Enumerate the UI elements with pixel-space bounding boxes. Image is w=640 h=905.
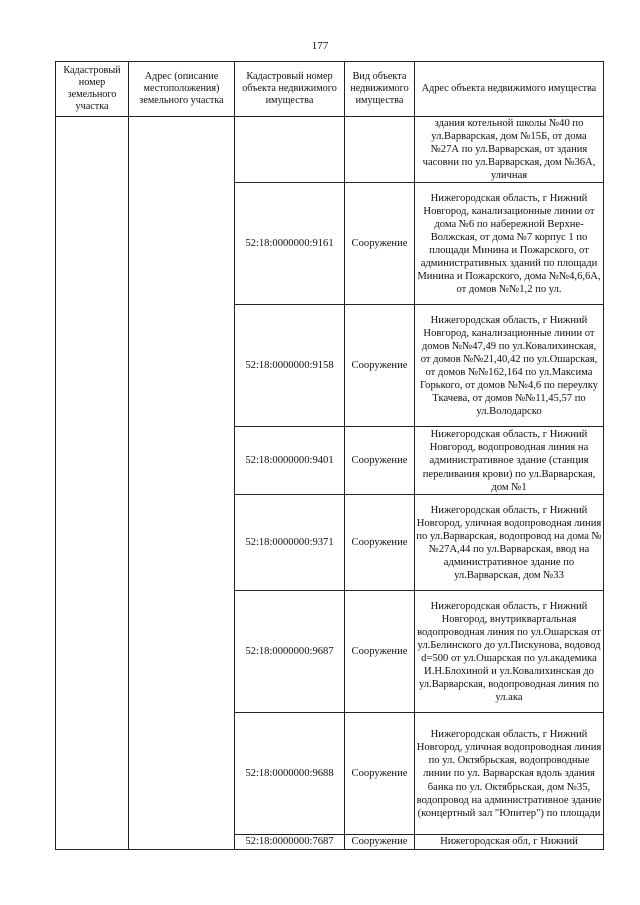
header-object-cadastral-number: Кадастровый номер объекта недвижимого имущества [235, 62, 345, 117]
object-cadastral-cell: 52:18:0000000:7687 [235, 835, 345, 849]
header-object-type: Вид объекта недвижимого имущества [345, 62, 415, 117]
object-cadastral-cell: 52:18:0000000:9161 [235, 183, 345, 305]
object-cadastral-cell [235, 117, 345, 183]
object-type-cell: Сооружение [345, 183, 415, 305]
cadastral-table [55, 61, 604, 850]
object-cadastral-cell: 52:18:0000000:9158 [235, 305, 345, 427]
object-type-cell: Сооружение [345, 591, 415, 713]
object-cadastral-cell: 52:18:0000000:9688 [235, 713, 345, 835]
object-address-cell: Нижегородская обл, г Нижний [415, 835, 604, 849]
object-address-cell: Нижегородская область, г Нижний Новгород, внутриквартальная водопроводная линия по ул.Ошарская от ул.Белинского до ул.Пискунова, водовод d=500 от ул.Ошарская по ул.академика И.Н.Блохиной и ул.Ковалихинская до ул.Варварская, водопроводная линия по ул.ака [415, 591, 604, 713]
land-cadastral-cell [56, 117, 129, 850]
object-type-cell: Сооружение [345, 305, 415, 427]
object-address-cell: Нижегородская область, г Нижний Новгород, уличная водопроводная линия по ул. Октябрьская, водопроводные линии по ул. Варварская вдоль здания банка по ул. Октябрьская, дом №35, водопровод на административное здание (концертный зал "Юпитер") по площади [415, 713, 604, 835]
header-object-address: Адрес объекта недвижимого имущества [415, 62, 604, 117]
object-type-cell: Сооружение [345, 713, 415, 835]
table-header-row [56, 62, 604, 117]
object-address-cell: Нижегородская область, г Нижний Новгород, канализационные линии от домов №№47,49 по ул.Ковалихинская, от домов №№21,40,42 по ул.Ошарская, от домов №№162,164 по ул.Максима Горького, от домов №№4,6 по переулку Ткачева, от домов №№11,45,57 по ул.Володарско [415, 305, 604, 427]
page-number: 177 [311, 40, 329, 52]
object-type-cell [345, 117, 415, 183]
object-cadastral-cell: 52:18:0000000:9687 [235, 591, 345, 713]
object-cadastral-cell: 52:18:0000000:9401 [235, 427, 345, 495]
object-cadastral-cell: 52:18:0000000:9371 [235, 495, 345, 591]
object-address-cell: Нижегородская область, г Нижний Новгород, канализационные линии от дома №6 по набережной Верхне-Волжская, от дома №7 корпус 1 по площади Минина и Пожарского, от административных зданий по площади Минина и Пожарского, дома №№4,6,6А, от домов №№1,2 по ул. [415, 183, 604, 305]
object-address-cell: Нижегородская область, г Нижний Новгород, уличная водопроводная линия по ул.Варварская, водопровод на дома №№27А,44 по ул.Варварская, ввод на административное здание по ул.Варварская, дом №33 [415, 495, 604, 591]
land-address-cell [129, 117, 235, 850]
header-land-cadastral-number: Кадастровый номер земельного участка [56, 62, 129, 117]
object-address-cell: Нижегородская область, г Нижний Новгород, водопроводная линия на административное здание (станция переливания крови) по ул.Варварская, дом №1 [415, 427, 604, 495]
header-land-address: Адрес (описание местоположения) земельного участка [129, 62, 235, 117]
object-type-cell: Сооружение [345, 427, 415, 495]
object-type-cell: Сооружение [345, 835, 415, 849]
object-address-cell: здания котельной школы №40 по ул.Варварская, дом №15Б, от дома №27А по ул.Варварская, от здания часовни по ул.Варварская, дом №36А, уличная [415, 117, 604, 183]
object-type-cell: Сооружение [345, 495, 415, 591]
table-row [56, 117, 604, 183]
